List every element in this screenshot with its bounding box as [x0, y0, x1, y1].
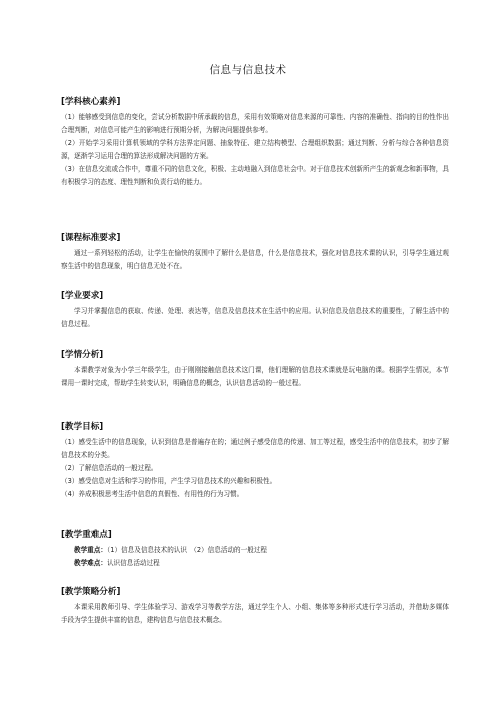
section-student-analysis [61, 349, 449, 390]
difficult-points-label: 教学难点： [74, 559, 107, 567]
section-heading: [学科核心素养] [61, 97, 121, 107]
key-points-line [61, 544, 449, 557]
paragraph: 本课采用教师引导、学生体验学习、游戏学习等教学方法，通过学生个人、小组、集体等多种形式进行学习活动，并借助多媒体手段为学生提供丰富的信息，建构信息与信息技术概念。 [61, 603, 449, 624]
key-points-text: （1）信息及信息技术的认识 （2）信息活动的一般过程 [106, 546, 268, 554]
section-core-literacy [61, 96, 449, 189]
section-key-difficult-points [61, 529, 449, 570]
paragraph: （4）养成积极思考生活中信息的真假性、有用性的行为习惯。 [61, 490, 244, 498]
section-heading: [学业要求] [61, 291, 104, 301]
paragraph: （2）开始学习采用计算机领域的学科方法界定问题、抽象特征、建立结构模型、合理组织数据；通过判断、分析与综合各种信息资源，逐渐学习运用合理的算法形成解决问题的方案。 [61, 139, 449, 160]
section-heading: [学情分析] [61, 350, 104, 360]
section-heading: [课程标准要求] [61, 233, 121, 243]
paragraph: 学习并掌握信息的获取、传递、处理、表达等，信息及信息技术在生活中的应用。认识信息及信息技术的重要性，了解生活中的信息过程。 [61, 307, 449, 328]
key-points-label: 教学重点： [74, 546, 107, 554]
section-academic-requirement [61, 290, 449, 331]
section-teaching-goals [61, 421, 449, 501]
document-title: 信息与信息技术 [209, 64, 287, 76]
paragraph: （2）了解信息活动的一般过程。 [61, 464, 158, 472]
paragraph: （3）在信息交流或合作中，尊重不同的信息文化，积极、主动地融入到信息社会中。对于信息技术创新所产生的新观念和新事物，具有积极学习的态度、理性判断和负责行动的能力。 [61, 165, 449, 186]
paragraph: （3）感受信息对生活和学习的作用，产生学习信息技术的兴趣和积极性。 [61, 477, 277, 485]
paragraph: 本课教学对象为小学三年级学生，由于刚刚接触信息技术这门课，他们理解的信息技术课就是玩电脑的课。根据学生情况，本节课用一课时完成，帮助学生转变认识，明确信息的概念，认识信息活动的一般过程。 [61, 366, 449, 387]
section-heading: [教学重难点] [61, 530, 112, 540]
paragraph: 通过一系列轻松的活动，让学生在愉快的氛围中了解什么是信息，什么是信息技术，强化对信息技术课的认识，引导学生通过观察生活中的信息现象，明白信息无处不在。 [61, 249, 449, 270]
paragraph: （1）感受生活中的信息现象，认识到信息是普遍存在的；通过例子感受信息的传递、加工等过程，感受生活中的信息技术，初步了解信息技术的分类。 [61, 438, 449, 459]
difficult-points-text: 认识信息活动过程 [106, 559, 160, 567]
section-heading: [教学目标] [61, 422, 104, 432]
difficult-points-line [61, 557, 449, 570]
section-teaching-strategy [61, 586, 449, 627]
section-curriculum-standard [61, 232, 449, 273]
paragraph: （1）能够感受到信息的变化，尝试分析数据中所承载的信息，采用有效策略对信息来源的可靠性、内容的准确性、指向的目的性作出合理判断，对信息可能产生的影响进行预期分析，为解决问题提供参考。 [61, 113, 449, 134]
section-heading: [教学策略分析] [61, 587, 121, 597]
